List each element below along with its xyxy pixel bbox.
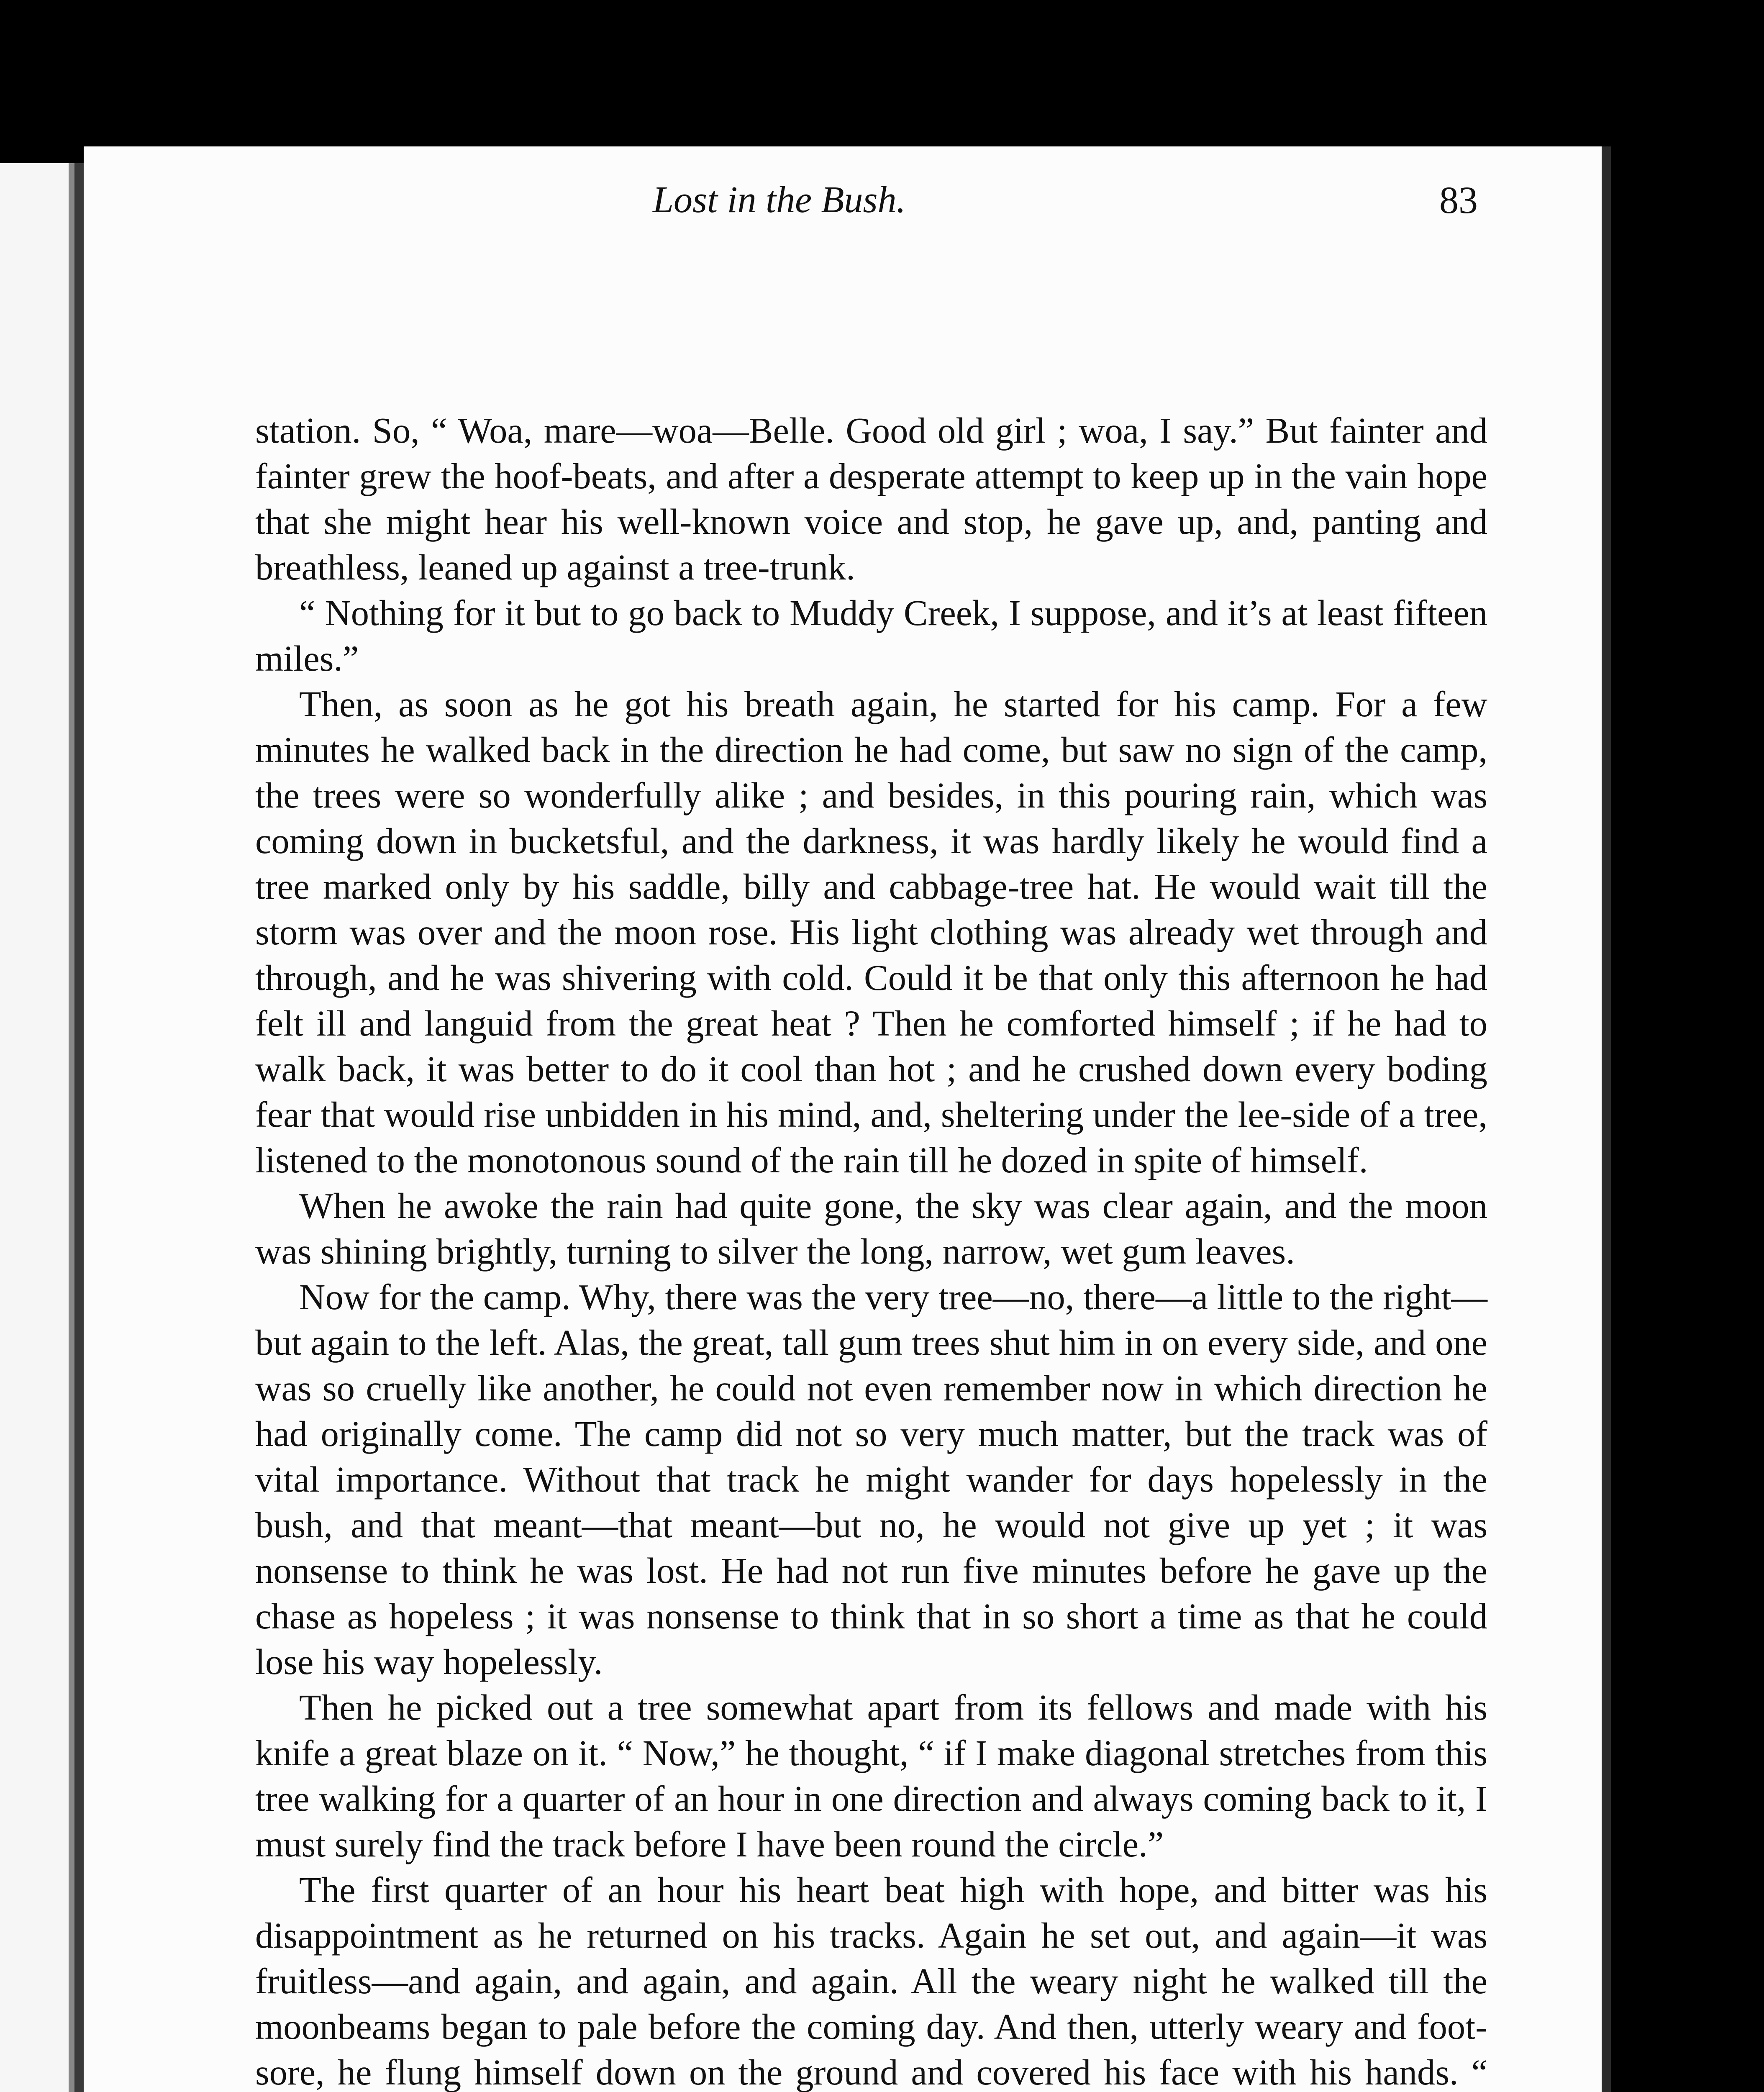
running-title: Lost in the Bush. (653, 179, 906, 220)
paragraph-1: station. So, “ Woa, mare—woa—Belle. Good old girl ; woa, I say.” But fainter and fainter grew the hoof-beats, and after a desperate attempt to keep up in the vain hope that she might hear his well-known voice and stop, he gave up, and, panting and breathless, leaned up against a tree-trunk. (255, 410, 1487, 587)
paragraph-3: Then, as soon as he got his breath again, he started for his camp. For a few minutes he walked back in the direction he had come, but saw no sign of the camp, the trees were so wonderfully alike ; and besides, in this pouring rain, which was coming down in bucketsful, and the darkness, it was hardly likely he would find a tree marked only by his saddle, billy and cabbage-tree hat. He would wait till the storm was over and the moon rose. His light clothing was already wet through and through, and he was shivering with cold. Could it be that only this afternoon he had felt ill and languid from the great heat ? Then he comforted himself ; if he had to walk back, it was better to do it cool than hot ; and he crushed down every boding fear that would rise unbidden in his mind, and, sheltering under the lee-side of a tree, listened to the monotonous sound of the rain till he dozed in spite of himself. (255, 684, 1487, 1180)
page-number: 83 (1439, 179, 1478, 221)
left-page-edge (0, 163, 84, 2092)
body-text (255, 408, 1487, 2092)
gutter-fold (69, 163, 74, 2092)
paragraph-4: When he awoke the rain had quite gone, the sky was clear again, and the moon was shining brightly, turning to silver the long, narrow, wet gum leaves. (255, 1186, 1487, 1272)
paragraph-7: The first quarter of an hour his heart beat high with hope, and bitter was his disappointment as he returned on his tracks. Again he set out, and again—it was fruitless—and again, and again, and again. All the weary night he walked till the moonbeams began to pale before the coming day. And then, utterly weary and foot-sore, he flung himself down on the ground and covered his face with his hands. “ (255, 1870, 1487, 2092)
paragraph-6: Then he picked out a tree somewhat apart from its fellows and made with his knife a great blaze on it. “ Now,” he thought, “ if I make diagonal stretches from this tree walking for a quarter of an hour in one direction and always coming back to it, I must surely find the track before I have been round the circle.” (255, 1687, 1487, 1864)
paragraph-2: “ Nothing for it but to go back to Muddy Creek, I suppose, and it’s at least fifteen miles.” (255, 593, 1487, 679)
paragraph-5: Now for the camp. Why, there was the very tree—no, there—a little to the right—but again to the left. Alas, the great, tall gum trees shut him in on every side, and one was so cruelly like another, he could not even remember now in which direction he had originally come. The camp did not so very much matter, but the track was of vital importance. Without that track he might wander for days hopelessly in the bush, and that meant—that meant—but no, he would not give up yet ; it was nonsense to think he was lost. He had not run five minutes before he gave up the chase as hopeless ; it was nonsense to think that in so short a time as that he could lose his way hopelessly. (255, 1277, 1487, 1682)
